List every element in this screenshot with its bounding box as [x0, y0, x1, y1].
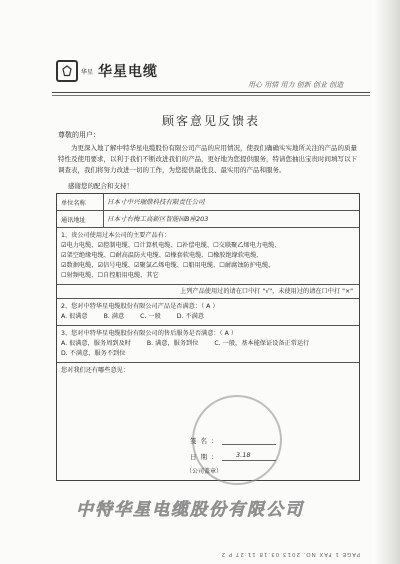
- q1-title: 1、贵公司使用过本公司的主要产品有：: [61, 232, 171, 239]
- q1-option-line[interactable]: ☑架空绝缘电缆、☐耐高温防火电缆、☑橡套软电缆、☐橡胶绝缘软电缆、: [61, 252, 263, 259]
- q1-option-line[interactable]: ☑数据电缆、☑信号电缆、☑聚氯乙烯电缆、☐船用电缆、☐耐腐蚀防护电缆、: [61, 262, 275, 269]
- company-label: 单位名称: [61, 200, 86, 207]
- q2-option-d[interactable]: D. 不满意: [176, 313, 204, 320]
- q1-instruction: 上列产品使用过的请在口中打 "√"，未使用过的请在口中打 "×": [180, 288, 353, 295]
- address-value[interactable]: 日本寸右梅工高新区智能园B座203: [107, 215, 209, 223]
- q1-option-line[interactable]: ☑电力电缆、☑控制电缆、☐计算机电缆、☐补偿电缆、☐交联聚乙烯电力电缆、: [61, 242, 281, 249]
- scan-shadow: [372, 0, 400, 564]
- fax-header-line: PAGE 1 FAX NO. 2013.03.18 11:27 P 2: [220, 551, 360, 557]
- q1-option-line[interactable]: ☐射频电缆、☐自控船用电缆、其它: [61, 272, 159, 279]
- q2-block: [57, 299, 359, 326]
- logo-mark: 华星: [81, 68, 94, 76]
- footer-company: [30, 492, 350, 522]
- sign-line: [222, 444, 276, 445]
- q2-option-b[interactable]: B. 满意: [103, 313, 125, 320]
- q2-options: [61, 312, 353, 322]
- date-value[interactable]: 3.18: [236, 451, 251, 459]
- greeting: 尊敬的用户：: [58, 131, 100, 139]
- q3-options: [61, 339, 353, 349]
- thanks-line: 感谢您的配合和支持！: [68, 182, 133, 190]
- intro-paragraph: 为更深入地了解中特华星电缆股份有限公司产品的应用情况，使我们确确实实地所关注的产品的质量特性及使用要求，以利于我们不断改进我们的产品，更好地为您提供服务，特请您抽出宝贵时间填写以下调查表，我们将努力改进一切的工作，为您提供最优良、最实用的产品和服务。: [58, 144, 357, 174]
- page-title: 顾客意见反馈表: [161, 114, 260, 128]
- company-row: [57, 194, 359, 211]
- date-label: 日期：: [190, 453, 222, 461]
- q3-block: [57, 326, 359, 363]
- address-row: [57, 211, 359, 228]
- row-divider: [103, 194, 104, 210]
- q2-question: 2、您对中特华星电缆股份有限公司产品是否满意：（ A ）: [61, 303, 219, 310]
- header-rule: [52, 92, 370, 93]
- q2-option-a[interactable]: A. 很满意: [61, 313, 88, 320]
- slogan: 用心 用情 用力 创新 创业 创造: [248, 81, 344, 89]
- date-line: [222, 460, 276, 461]
- q3-option-a[interactable]: A. 很满意，服务周到及时: [61, 340, 131, 347]
- header-rule-thin: [52, 95, 370, 96]
- logo-badge-icon: [56, 60, 78, 82]
- sign-label: 签名：: [190, 437, 222, 445]
- q3-option-b[interactable]: B. 满意，服务到位: [146, 340, 199, 347]
- brand-name: 华星电缆: [98, 64, 159, 80]
- opinion-label: 您对我们还有哪些意见：: [61, 367, 130, 374]
- address-label: 通讯地址: [61, 217, 86, 224]
- q3-option-c[interactable]: C. 一般，基本能保证设备正常运行: [214, 340, 310, 347]
- q2-option-c[interactable]: C. 一般: [140, 313, 161, 320]
- q1-instruction-row: [57, 285, 359, 299]
- footer-company-name: 中特华星电缆股份有限公司: [76, 499, 304, 520]
- row-divider: [103, 211, 104, 227]
- q3-question: 3、您对中特华星电缆股份有限公司的售后服务是否满意：（ A ）: [61, 330, 238, 337]
- stamp-label: （公司盖章）: [186, 468, 223, 475]
- q3-option-d[interactable]: D. 不满意，服务不到位: [61, 350, 126, 357]
- company-value[interactable]: 日本寸中兴瑞鼎科技有限责任公司: [107, 198, 205, 206]
- company-logo: [56, 60, 158, 82]
- q1-block: [57, 228, 359, 285]
